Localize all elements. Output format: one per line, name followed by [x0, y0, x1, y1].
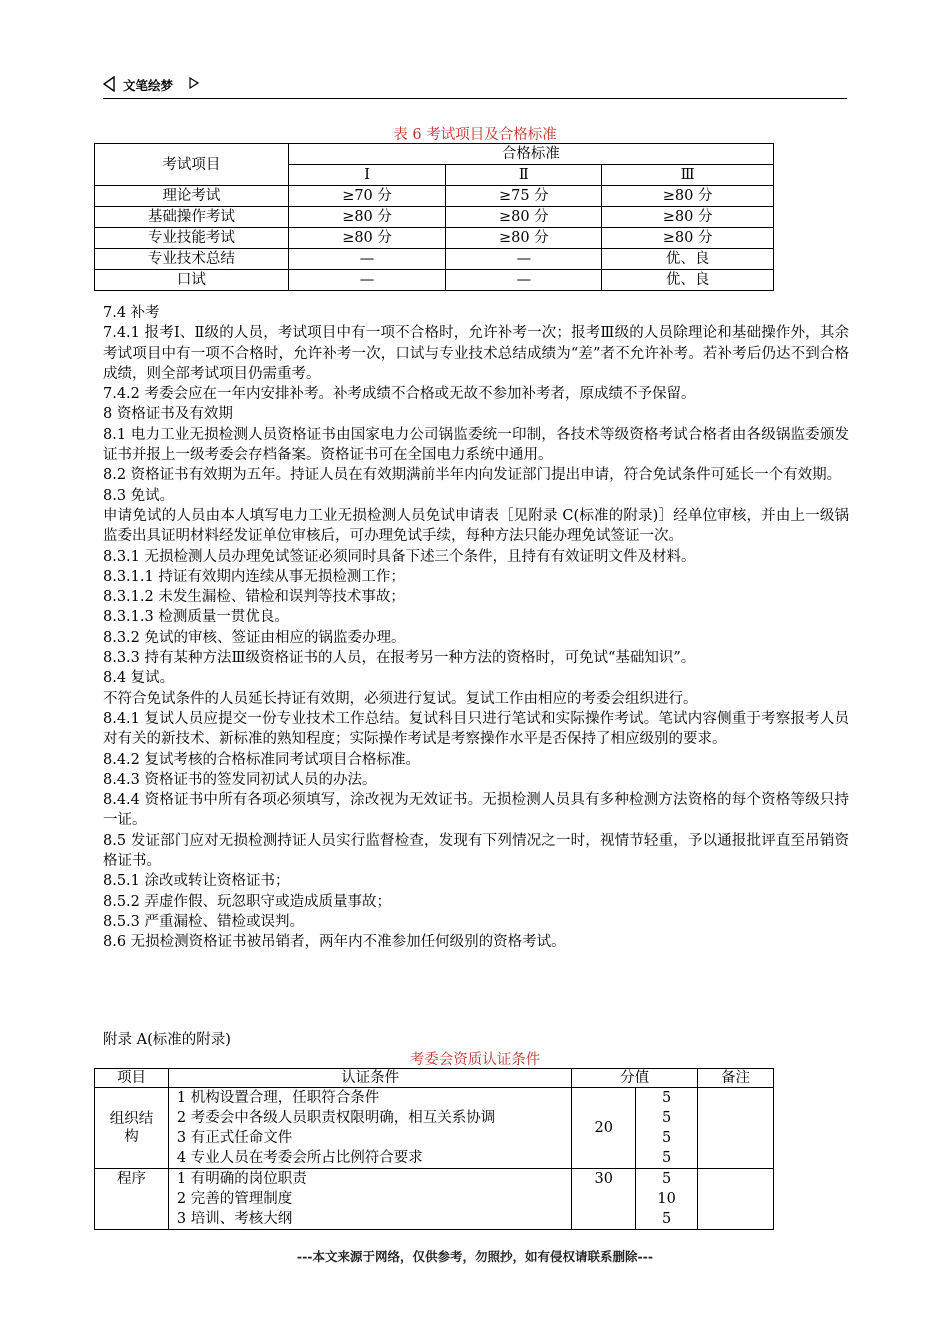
- condition: 4 专业人员在考委会所占比例符合要求: [176, 1150, 423, 1166]
- score: 5: [662, 1211, 672, 1227]
- group-total: 20: [572, 1088, 636, 1169]
- group-item: 组织结构: [95, 1088, 169, 1169]
- header-score: 分值: [572, 1069, 698, 1088]
- paragraph: 7.4.1 报考Ⅰ、Ⅱ级的人员，考试项目中有一项不合格时，允许补考一次；报考Ⅲ级的人员除理论和基础操作外，其余考试项目中有一项不合格时，允许补考一次，口试与专业技术总结成绩为“差”者不允许补考。若补考后仍达不到合格成绩，则全部考试项目仍需重考。: [103, 325, 849, 382]
- score-cell: —: [446, 270, 602, 291]
- section-heading: 8 资格证书及有效期: [103, 406, 233, 423]
- score-cell: ≥80 分: [602, 207, 774, 228]
- score-cell: ≥80 分: [446, 228, 602, 249]
- score-cell: ≥80 分: [446, 207, 602, 228]
- page-header: [103, 74, 847, 99]
- score-cell: ≥80 分: [288, 228, 446, 249]
- note-cell: [698, 1169, 774, 1230]
- score: 5: [662, 1110, 672, 1126]
- paragraph: 8.4.2 复试考核的合格标准同考试项目合格标准。: [103, 751, 421, 768]
- paragraph: 8.3.1.1 持证有效期内连续从事无损检测工作；: [103, 568, 405, 585]
- score-cell: ≥80 分: [602, 228, 774, 249]
- header-exam-item: 考试项目: [95, 144, 289, 186]
- level-3: Ⅲ: [602, 165, 774, 186]
- paragraph: 7.4.2 考委会应在一年内安排补考。补考成绩不合格或无故不参加补考者，原成绩不予保留。: [103, 386, 696, 403]
- exam-item: 口试: [95, 270, 289, 291]
- group-item: 程序: [95, 1169, 169, 1230]
- section-heading: 8.4 复试。: [103, 670, 175, 687]
- score: 10: [657, 1191, 676, 1207]
- table-row: [95, 270, 774, 291]
- header-pass-standard: 合格标准: [288, 144, 773, 165]
- paragraph: 8.3.1 无损检测人员办理免试签证必须同时具备下述三个条件，且持有有效证明文件及材料。: [103, 548, 696, 565]
- paragraph: 8.4.3 资格证书的签发同初试人员的办法。: [103, 771, 377, 788]
- score-cell: ≥70 分: [288, 186, 446, 207]
- paragraph: 8.2 资格证书有效期为五年。持证人员在有效期满前半年内向发证部门提出申请，符合免试条件可延长一个有效期。: [103, 467, 842, 484]
- table6-caption: 表 6 考试项目及合格标准: [393, 127, 557, 143]
- condition: 1 有明确的岗位职责: [176, 1171, 307, 1187]
- table-row: [95, 1169, 774, 1230]
- body-text: [103, 303, 849, 953]
- table-row: [95, 228, 774, 249]
- section-heading: 7.4 补考: [103, 305, 160, 321]
- condition: 3 培训、考核大纲: [176, 1211, 293, 1227]
- score: 5: [662, 1150, 672, 1166]
- paragraph: 申请免试的人员由本人填写电力工业无损检测人员免试申请表［见附录 C(标准的附录)］经单位审核，并由上一级锅监委出具证明材料经发证单位审核后，可办理免试手续，每种方法只能办理免试签证一次。: [103, 507, 849, 545]
- paragraph: 8.4.1 复试人员应提交一份专业技术工作总结。复试科目只进行笔试和实际操作考试。笔试内容侧重于考察报考人员对有关的新技术、新标准的熟知程度；实际操作考试是考察操作水平是否保持了相应级别的要求。: [103, 710, 849, 748]
- paragraph: 8.3.2 免试的审核、签证由相应的锅监委办理。: [103, 629, 406, 646]
- header-condition: 认证条件: [168, 1069, 571, 1088]
- score-list: [636, 1169, 698, 1230]
- exam-item: 理论考试: [95, 186, 289, 207]
- header-item: 项目: [95, 1069, 169, 1088]
- paragraph: 不符合免试条件的人员延长持证有效期，必须进行复试。复试工作由相应的考委会组织进行。: [103, 690, 698, 707]
- level-1: Ⅰ: [288, 165, 446, 186]
- triangle-left-icon: [103, 76, 115, 92]
- header-note: 备注: [698, 1069, 774, 1088]
- exam-item: 基础操作考试: [95, 207, 289, 228]
- score-list: [636, 1088, 698, 1169]
- paragraph: 8.6 无损检测资格证书被吊销者，两年内不准参加任何级别的资格考试。: [103, 934, 566, 951]
- paragraph: 8.5.1 涂改或转让资格证书；: [103, 873, 290, 890]
- table-row: [95, 186, 774, 207]
- score-cell: ≥75 分: [446, 186, 602, 207]
- accreditation-table: [94, 1068, 774, 1230]
- score-cell: ≥80 分: [602, 186, 774, 207]
- score-cell: ≥80 分: [288, 207, 446, 228]
- condition: 2 完善的管理制度: [176, 1191, 293, 1207]
- triangle-right-icon: [189, 77, 199, 89]
- score-cell: 优、良: [602, 270, 774, 291]
- score: 5: [662, 1130, 672, 1146]
- condition: 3 有正式任命文件: [176, 1130, 293, 1146]
- score: 5: [662, 1171, 672, 1187]
- paragraph: 8.3.3 持有某种方法Ⅲ级资格证书的人员，在报考另一种方法的资格时，可免试“基础知识”。: [103, 650, 696, 667]
- table-row: [95, 1088, 774, 1169]
- exam-item: 专业技能考试: [95, 228, 289, 249]
- table-row: [95, 207, 774, 228]
- note-cell: [698, 1088, 774, 1169]
- appendix-title: 附录 A(标准的附录): [103, 1032, 231, 1048]
- paragraph: 8.3.1.3 检测质量一贯优良。: [103, 609, 289, 626]
- exam-item: 专业技术总结: [95, 249, 289, 270]
- paragraph: 8.5.3 严重漏检、错检或误判。: [103, 913, 305, 930]
- paragraph: 8.1 电力工业无损检测人员资格证书由国家电力公司锅监委统一印制，各技术等级资格考试合格者由各级锅监委颁发证书并报上一级考委会存档备案。资格证书可在全国电力系统中通用。: [103, 426, 849, 464]
- condition-list: [168, 1088, 571, 1169]
- paragraph: 8.4.4 资格证书中所有各项必须填写，涂改视为无效证书。无损检测人员具有多种检测方法资格的每个资格等级只持一证。: [103, 792, 849, 829]
- footer-disclaimer: ---本文来源于网络，仅供参考，勿照抄，如有侵权请联系删除---: [296, 1249, 654, 1264]
- paragraph: 8.5.2 弄虚作假、玩忽职守或造成质量事故；: [103, 893, 392, 910]
- score: 5: [662, 1090, 672, 1106]
- section-heading: 8.3 免试。: [103, 487, 175, 504]
- score-cell: —: [288, 249, 446, 270]
- condition: 2 考委会中各级人员职责权限明确，相互关系协调: [176, 1110, 496, 1126]
- level-2: Ⅱ: [446, 165, 602, 186]
- condition-list: [168, 1169, 571, 1230]
- score-cell: —: [446, 249, 602, 270]
- table-row: [95, 249, 774, 270]
- exam-standards-table: [94, 143, 774, 291]
- score-cell: 优、良: [602, 249, 774, 270]
- appendix-caption: 考委会资质认证条件: [409, 1052, 541, 1068]
- brand-name: 文笔绘梦: [123, 78, 174, 93]
- paragraph: 8.3.1.2 未发生漏检、错检和误判等技术事故；: [103, 589, 405, 606]
- group-total: 30: [572, 1169, 636, 1230]
- paragraph: 8.5 发证部门应对无损检测持证人员实行监督检查，发现有下列情况之一时，视情节轻重，予以通报批评直至吊销资格证书。: [103, 832, 849, 870]
- score-cell: —: [288, 270, 446, 291]
- condition: 1 机构设置合理，任职符合条件: [176, 1090, 380, 1106]
